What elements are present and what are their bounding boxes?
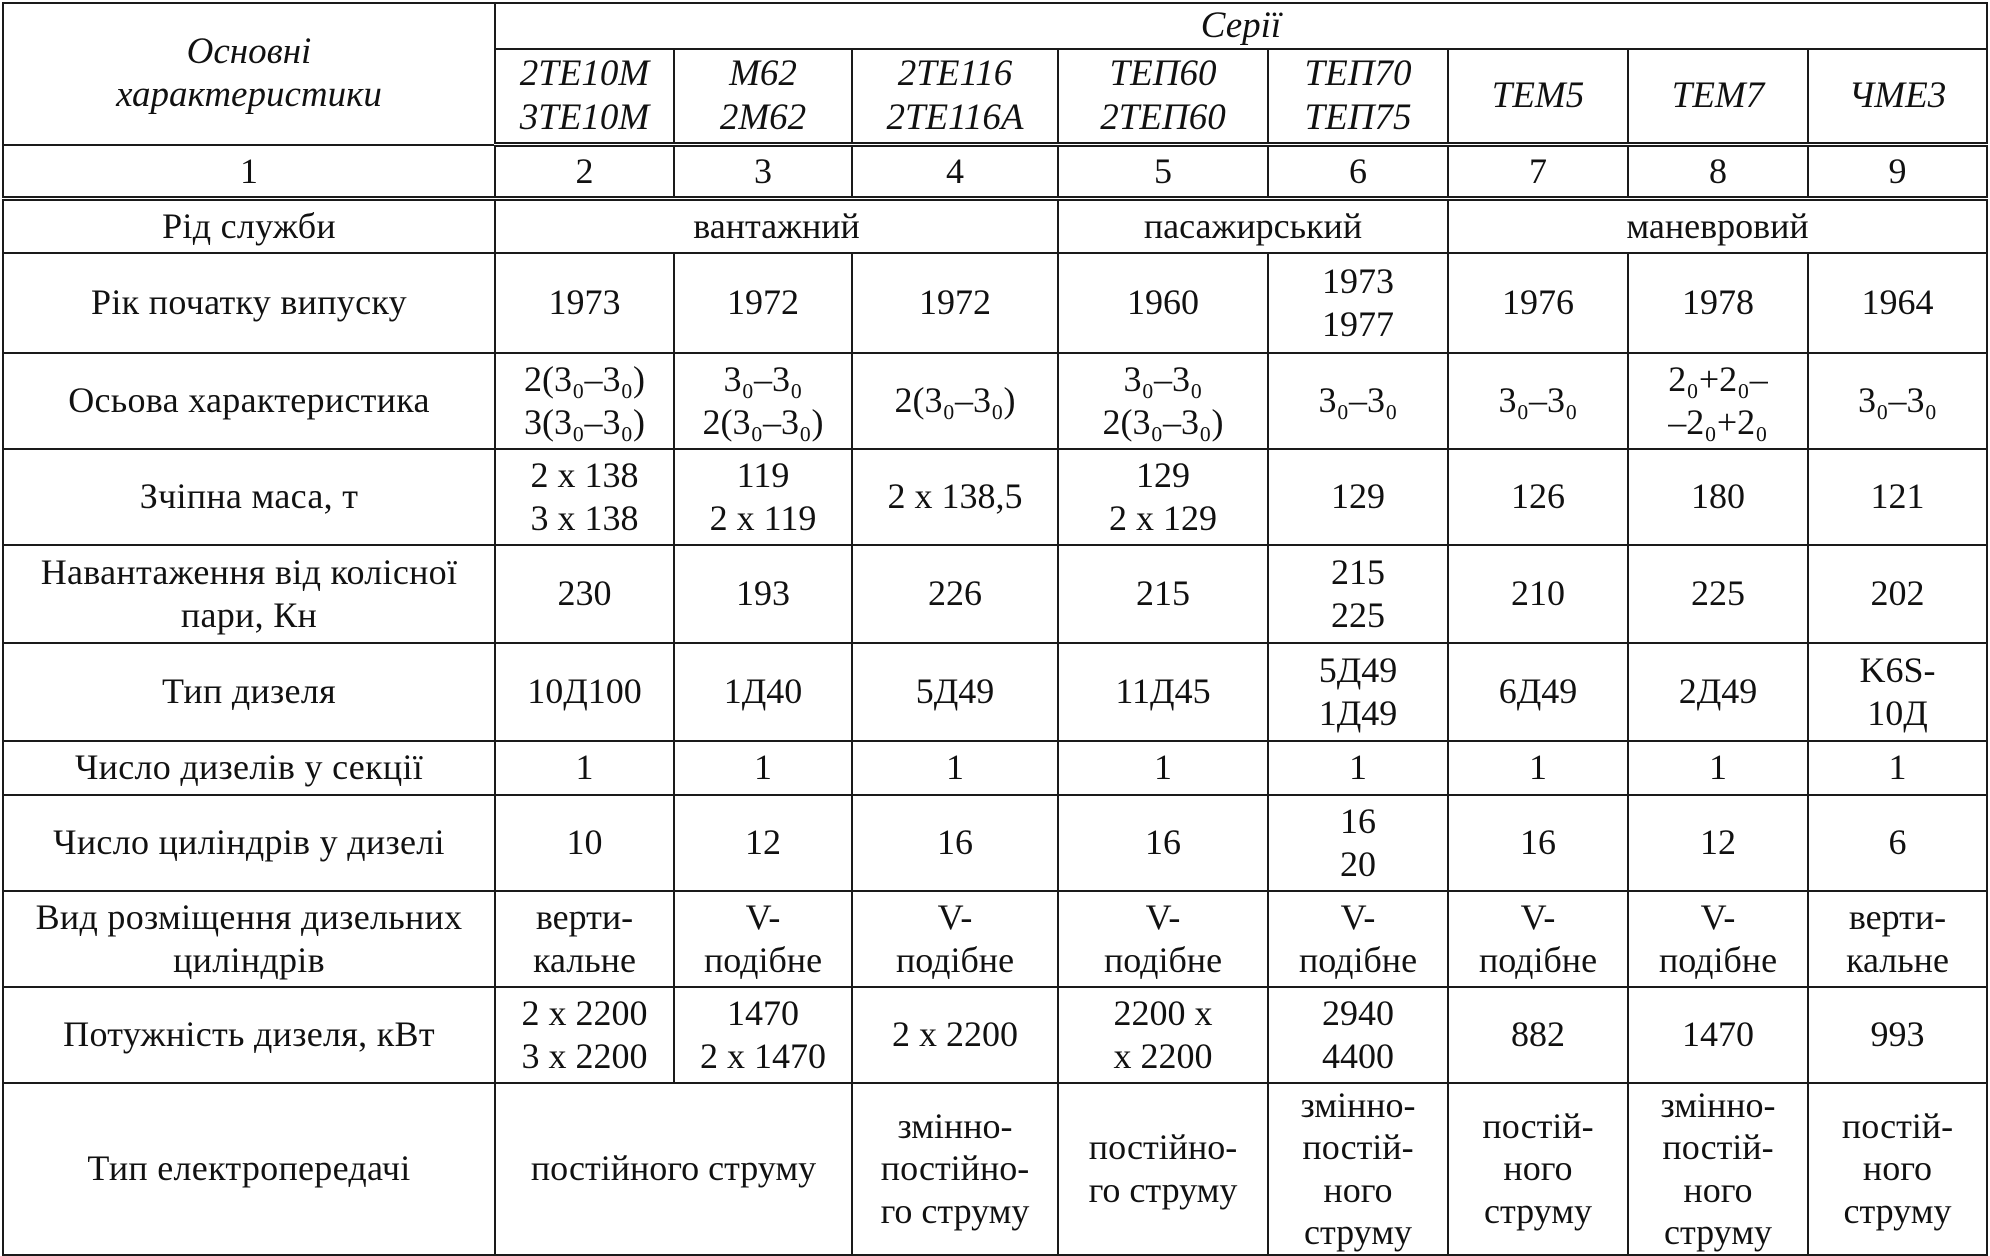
series-header: Серії — [495, 3, 1987, 49]
table-cell: 129 2 x 129 — [1058, 449, 1268, 545]
series-col-6: ТЕП70 ТЕП75 — [1268, 49, 1448, 145]
table-cell: 1 — [1628, 741, 1808, 795]
table-cell: 126 — [1448, 449, 1628, 545]
table-cell: 6 — [1808, 795, 1987, 891]
table-cell: 1976 — [1448, 253, 1628, 353]
table-cell: 1 — [1058, 741, 1268, 795]
table-cell: 3₀–3₀ — [1448, 353, 1628, 449]
table-cell: 1 — [1808, 741, 1987, 795]
table-cell: змінно- постій- ного струму — [1628, 1083, 1808, 1255]
row-label: Число циліндрів у дизелі — [3, 795, 495, 891]
row-wheelset-load — [3, 545, 1987, 643]
table-cell: 3₀–3₀ — [1808, 353, 1987, 449]
row-service-type — [3, 199, 1987, 253]
table-cell: верти- кальне — [495, 891, 674, 987]
row-label: Зчіпна маса, т — [3, 449, 495, 545]
table-cell: 16 — [1448, 795, 1628, 891]
column-number: 7 — [1448, 145, 1628, 199]
table-cell: 2 x 2200 3 x 2200 — [495, 987, 674, 1083]
table-cell: 2 x 138 3 x 138 — [495, 449, 674, 545]
series-col-2: 2ТЕ10М 3ТЕ10М — [495, 49, 674, 145]
row-label: Рід служби — [3, 199, 495, 253]
column-numbers-row — [3, 145, 1987, 199]
table-cell: 230 — [495, 545, 674, 643]
series-col-3: М62 2М62 — [674, 49, 852, 145]
table-cell: 1978 — [1628, 253, 1808, 353]
column-number: 1 — [3, 145, 495, 199]
row-coupling-mass — [3, 449, 1987, 545]
table-cell: V- подібне — [1448, 891, 1628, 987]
table-cell: 12 — [1628, 795, 1808, 891]
table-cell: K6S- 10Д — [1808, 643, 1987, 741]
table-cell: 1 — [674, 741, 852, 795]
table-cell: 129 — [1268, 449, 1448, 545]
column-number: 3 — [674, 145, 852, 199]
table-cell: 2940 4400 — [1268, 987, 1448, 1083]
table-cell: 1964 — [1808, 253, 1987, 353]
table-cell: змінно- постійно- го струму — [852, 1083, 1058, 1255]
table-cell: змінно- постій- ного струму — [1268, 1083, 1448, 1255]
table-cell: 1 — [495, 741, 674, 795]
table-cell: V- подібне — [1058, 891, 1268, 987]
table-cell: 10 — [495, 795, 674, 891]
table-cell: 1Д40 — [674, 643, 852, 741]
table-cell: V- подібне — [852, 891, 1058, 987]
table-cell: 2₀+2₀– –2₀+2₀ — [1628, 353, 1808, 449]
table-cell: 1470 — [1628, 987, 1808, 1083]
table-cell: 5Д49 1Д49 — [1268, 643, 1448, 741]
row-cylinder-arrangement — [3, 891, 1987, 987]
row-axle-characteristic — [3, 353, 1987, 449]
table-cell: 1972 — [674, 253, 852, 353]
row-label: Тип електропередачі — [3, 1083, 495, 1255]
table-cell: 12 — [674, 795, 852, 891]
table-cell: постій- ного струму — [1448, 1083, 1628, 1255]
table-cell: 3₀–3₀ 2(3₀–3₀) — [674, 353, 852, 449]
table-cell: постійно- го струму — [1058, 1083, 1268, 1255]
row-label: Потужність дизеля, кВт — [3, 987, 495, 1083]
table-cell: верти- кальне — [1808, 891, 1987, 987]
table-cell: 1 — [1268, 741, 1448, 795]
column-number: 8 — [1628, 145, 1808, 199]
series-col-9: ЧМЕ3 — [1808, 49, 1987, 145]
table-cell: 5Д49 — [852, 643, 1058, 741]
table-cell: 119 2 x 119 — [674, 449, 852, 545]
table-cell: 11Д45 — [1058, 643, 1268, 741]
table-cell: V- подібне — [1628, 891, 1808, 987]
table-cell: 993 — [1808, 987, 1987, 1083]
table-cell: 6Д49 — [1448, 643, 1628, 741]
table-cell: 1470 2 x 1470 — [674, 987, 852, 1083]
table-cell: 1973 — [495, 253, 674, 353]
column-number: 6 — [1268, 145, 1448, 199]
locomotive-characteristics-table — [2, 2, 1988, 1256]
table-cell: 225 — [1628, 545, 1808, 643]
column-number: 2 — [495, 145, 674, 199]
locomotive-characteristics-table-wrapper — [2, 2, 1988, 1256]
table-cell: 16 20 — [1268, 795, 1448, 891]
table-cell: 180 — [1628, 449, 1808, 545]
row-diesel-power — [3, 987, 1987, 1083]
table-cell: 2Д49 — [1628, 643, 1808, 741]
table-cell: 2 x 138,5 — [852, 449, 1058, 545]
table-cell: V- подібне — [674, 891, 852, 987]
service-shunting: маневровий — [1448, 199, 1987, 253]
row-label: Рік початку випуску — [3, 253, 495, 353]
series-col-8: ТЕМ7 — [1628, 49, 1808, 145]
table-cell: 215 225 — [1268, 545, 1448, 643]
characteristics-header: Основні характеристики — [3, 3, 495, 145]
row-diesel-type — [3, 643, 1987, 741]
table-cell: 193 — [674, 545, 852, 643]
row-label: Число дизелів у секції — [3, 741, 495, 795]
table-cell: 1 — [1448, 741, 1628, 795]
table-cell: 2(3₀–3₀) — [852, 353, 1058, 449]
table-cell: 10Д100 — [495, 643, 674, 741]
table-cell: 3₀–3₀ 2(3₀–3₀) — [1058, 353, 1268, 449]
table-cell: V- подібне — [1268, 891, 1448, 987]
table-cell: 1 — [852, 741, 1058, 795]
transmission-merged-dc: постійного струму — [495, 1083, 852, 1255]
table-cell: 121 — [1808, 449, 1987, 545]
row-label: Тип дизеля — [3, 643, 495, 741]
column-number: 5 — [1058, 145, 1268, 199]
table-cell: постій- ного струму — [1808, 1083, 1987, 1255]
table-cell: 16 — [852, 795, 1058, 891]
series-col-5: ТЕП60 2ТЕП60 — [1058, 49, 1268, 145]
table-cell: 1972 — [852, 253, 1058, 353]
table-cell: 882 — [1448, 987, 1628, 1083]
table-cell: 2(3₀–3₀) 3(3₀–3₀) — [495, 353, 674, 449]
table-cell: 1960 — [1058, 253, 1268, 353]
column-number: 9 — [1808, 145, 1987, 199]
row-production-year — [3, 253, 1987, 353]
table-cell: 2 x 2200 — [852, 987, 1058, 1083]
table-cell: 2200 x x 2200 — [1058, 987, 1268, 1083]
table-cell: 202 — [1808, 545, 1987, 643]
table-cell: 215 — [1058, 545, 1268, 643]
series-col-4: 2ТЕ116 2ТЕ116А — [852, 49, 1058, 145]
service-freight: вантажний — [495, 199, 1058, 253]
row-label: Вид розміщення дизельних циліндрів — [3, 891, 495, 987]
header-row — [3, 3, 1987, 49]
table-cell: 16 — [1058, 795, 1268, 891]
row-cylinders — [3, 795, 1987, 891]
table-cell: 1973 1977 — [1268, 253, 1448, 353]
table-cell: 210 — [1448, 545, 1628, 643]
row-label: Навантаження від колісної пари, Кн — [3, 545, 495, 643]
row-transmission-type — [3, 1083, 1987, 1255]
series-col-7: ТЕМ5 — [1448, 49, 1628, 145]
column-number: 4 — [852, 145, 1058, 199]
row-label: Осьова характеристика — [3, 353, 495, 449]
service-passenger: пасажирський — [1058, 199, 1448, 253]
table-cell: 3₀–3₀ — [1268, 353, 1448, 449]
table-cell: 226 — [852, 545, 1058, 643]
row-diesel-count — [3, 741, 1987, 795]
